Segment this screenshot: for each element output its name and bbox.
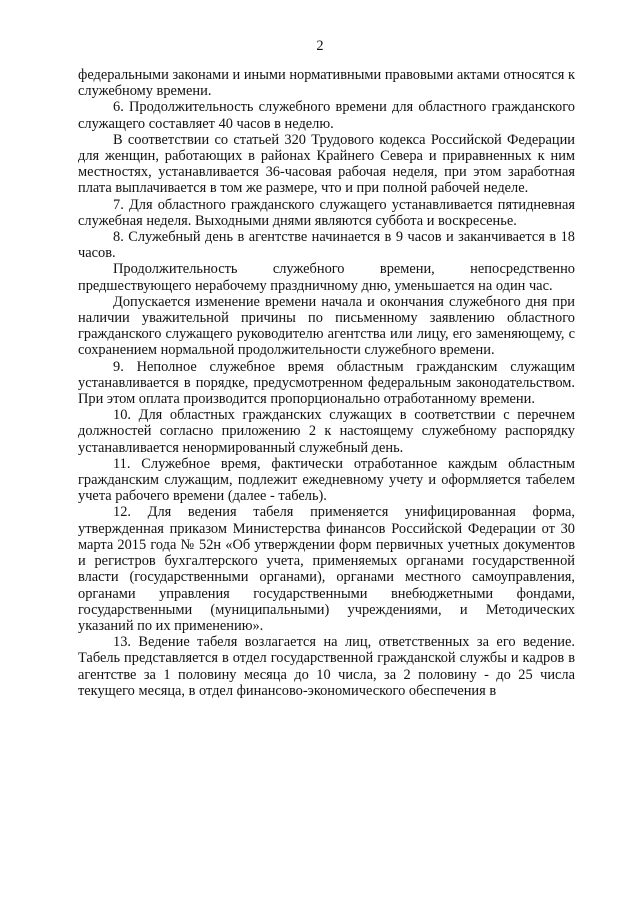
page-number: 2 (316, 38, 324, 54)
paragraph-8-change: Допускается изменение времени начала и окончания служебного дня при наличии уважительной причины по письменному заявлению областного гражданского служащего руководителю агентства или лицу, его заменяющему, с сохранением нормальной продолжительности служебного времени. (78, 293, 575, 359)
paragraph-continuation: федеральными законами и иными нормативными правовыми актами относятся к служебному времени. (78, 67, 575, 100)
paragraph-12: 12. Для ведения табеля применяется унифицированная форма, утвержденная приказом Министерства финансов Российской Федерации от 30 марта 2015 года № 52н «Об утверждении форм первичных учетных документов и регистров бухгалтерского учета, применяемых органами государственной власти (государственными органами), органами местного самоуправления, органами управления государственными внебюджетными фондами, государственными (муниципальными) учреждениями, и Методических указаний по их применению». (78, 504, 575, 634)
paragraph-8: 8. Служебный день в агентстве начинается в 9 часов и заканчивается в 18 часов. (78, 229, 575, 262)
paragraph-11: 11. Служебное время, фактически отработанное каждым областным гражданским служащим, подлежит ежедневному учету и оформляется табелем учета рабочего времени (далее - табель). (78, 455, 575, 505)
document-body (78, 67, 575, 699)
paragraph-6-note: В соответствии со статьей 320 Трудового кодекса Российской Федерации для женщин, работающих в районах Крайнего Севера и приравненных к ним местностях, устанавливается 36-часовая рабочая неделя, при этом заработная плата выплачивается в том же размере, что и при полной рабочей неделе. (78, 131, 575, 197)
paragraph-13: 13. Ведение табеля возлагается на лиц, ответственных за его ведение. Табель представляется в отдел государственной гражданской службы и кадров в агентстве за 1 половину месяца до 10 числа, за 2 половину - до 25 числа текущего месяца, в отдел финансово-экономического обеспечения в (78, 634, 575, 699)
paragraph-7: 7. Для областного гражданского служащего устанавливается пятидневная служебная неделя. Выходными днями являются суббота и воскресенье. (78, 196, 575, 229)
paragraph-10: 10. Для областных гражданских служащих в соответствии с перечнем должностей согласно приложению 2 к настоящему служебному распорядку устанавливается ненормированный служебный день. (78, 407, 575, 456)
paragraph-6: 6. Продолжительность служебного времени для областного гражданского служащего составляет 40 часов в неделю. (78, 99, 575, 132)
paragraph-8-holiday: Продолжительность служебного времени, непосредственно предшествующего нерабочему праздничному дню, уменьшается на один час. (78, 261, 575, 294)
paragraph-9: 9. Неполное служебное время областным гражданским служащим устанавливается в порядке, предусмотренном федеральным законодательством. При этом оплата производится пропорционально отработанному времени. (78, 358, 575, 408)
